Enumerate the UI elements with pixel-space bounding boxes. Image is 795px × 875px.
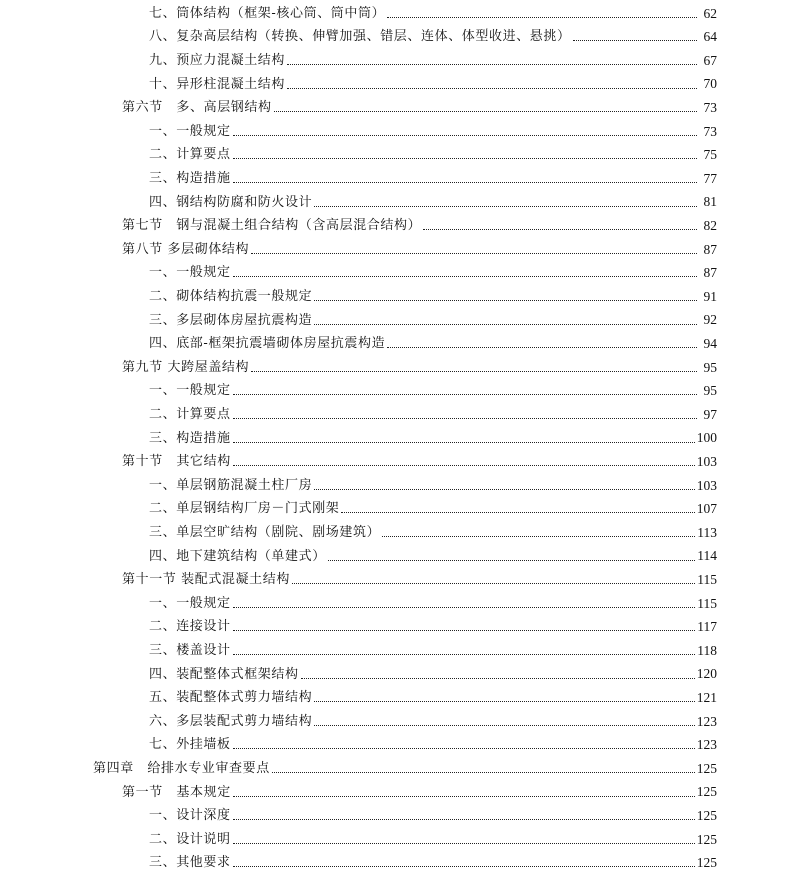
toc-subsection-entry[interactable] — [149, 308, 717, 332]
toc-page-number: 67 — [703, 52, 717, 68]
toc-page-number: 121 — [696, 689, 717, 705]
toc-dot-leader — [233, 135, 697, 136]
toc-entry-title: 一、设计深度 — [149, 808, 231, 824]
toc-page-number: 94 — [703, 335, 717, 351]
toc-page-number: 115 — [697, 571, 717, 587]
toc-entry-title: 八、复杂高层结构（转换、伸臂加强、错层、连体、体型收进、悬挑） — [149, 29, 571, 45]
toc-page-number: 95 — [703, 383, 717, 399]
toc-subsection-entry[interactable] — [149, 403, 717, 427]
toc-dot-leader — [314, 300, 697, 301]
toc-dot-leader — [233, 843, 695, 844]
toc-entry-title: 九、预应力混凝土结构 — [149, 52, 286, 68]
toc-page-number: 125 — [696, 784, 717, 800]
toc-section-entry[interactable] — [122, 780, 717, 804]
toc-entry-title: 第九节 大跨屋盖结构 — [122, 359, 250, 375]
toc-page-number: 107 — [696, 501, 717, 517]
toc-page-number: 75 — [703, 147, 717, 163]
toc-section-entry[interactable] — [122, 238, 717, 262]
toc-page-number: 77 — [703, 170, 717, 186]
toc-entry-title: 二、连接设计 — [149, 619, 231, 635]
toc-page-number: 125 — [696, 760, 717, 776]
toc-dot-leader — [233, 158, 697, 159]
toc-chapter-entry[interactable] — [93, 757, 717, 781]
toc-entry-title: 第六节 多、高层钢结构 — [122, 100, 272, 116]
toc-dot-leader — [251, 253, 697, 254]
toc-dot-leader — [328, 560, 695, 561]
toc-dot-leader — [314, 324, 697, 325]
toc-subsection-entry[interactable] — [149, 662, 717, 686]
toc-subsection-entry[interactable] — [149, 143, 717, 167]
toc-page-number: 91 — [703, 288, 717, 304]
toc-entry-title: 三、单层空旷结构（剧院、剧场建筑） — [149, 524, 381, 540]
toc-subsection-entry[interactable] — [149, 120, 717, 144]
toc-entry-title: 二、设计说明 — [149, 831, 231, 847]
toc-dot-leader — [573, 40, 697, 41]
toc-dot-leader — [314, 701, 695, 702]
toc-entry-title: 一、单层钢筋混凝土柱厂房 — [149, 477, 313, 493]
toc-entry-title: 三、构造措施 — [149, 170, 231, 186]
toc-subsection-entry[interactable] — [149, 285, 717, 309]
toc-subsection-entry[interactable] — [149, 497, 717, 521]
toc-dot-leader — [233, 418, 697, 419]
toc-entry-title: 第十一节 装配式混凝土结构 — [122, 572, 290, 588]
toc-page-number: 125 — [696, 831, 717, 847]
toc-entry-title: 六、多层装配式剪力墙结构 — [149, 713, 313, 729]
toc-entry-title: 三、其他要求 — [149, 855, 231, 871]
toc-entry-title: 四、装配整体式框架结构 — [149, 666, 299, 682]
toc-subsection-entry[interactable] — [149, 804, 717, 828]
toc-dot-leader — [233, 630, 696, 631]
toc-entry-title: 第十节 其它结构 — [122, 454, 231, 470]
toc-entry-title: 第八节 多层砌体结构 — [122, 241, 250, 257]
toc-dot-leader — [301, 678, 695, 679]
toc-page-number: 114 — [697, 548, 717, 564]
toc-subsection-entry[interactable] — [149, 72, 717, 96]
toc-dot-leader — [274, 111, 697, 112]
toc-dot-leader — [387, 347, 697, 348]
toc-dot-leader — [287, 88, 697, 89]
toc-entry-title: 第一节 基本规定 — [122, 784, 231, 800]
toc-subsection-entry[interactable] — [149, 190, 717, 214]
toc-entry-title: 第七节 钢与混凝土组合结构（含高层混合结构） — [122, 218, 422, 234]
toc-entry-title: 一、一般规定 — [149, 383, 231, 399]
toc-dot-leader — [233, 748, 695, 749]
toc-dot-leader — [233, 866, 695, 867]
toc-subsection-entry[interactable] — [149, 686, 717, 710]
toc-page-number: 95 — [703, 359, 717, 375]
toc-subsection-entry[interactable] — [149, 615, 717, 639]
toc-entry-title: 二、计算要点 — [149, 147, 231, 163]
toc-dot-leader — [423, 229, 697, 230]
toc-page-number: 87 — [703, 241, 717, 257]
toc-page-number: 87 — [703, 265, 717, 281]
toc-subsection-entry[interactable] — [149, 332, 717, 356]
toc-entry-title: 四、钢结构防腐和防火设计 — [149, 194, 313, 210]
toc-subsection-entry[interactable] — [149, 639, 717, 663]
toc-subsection-entry[interactable] — [149, 592, 717, 616]
toc-subsection-entry[interactable] — [149, 851, 717, 875]
toc-page-number: 123 — [696, 737, 717, 753]
toc-subsection-entry[interactable] — [149, 167, 717, 191]
toc-subsection-entry[interactable] — [149, 828, 717, 852]
toc-page-number: 73 — [703, 123, 717, 139]
toc-entry-title: 三、楼盖设计 — [149, 642, 231, 658]
toc-dot-leader — [233, 442, 695, 443]
toc-page-number: 70 — [703, 76, 717, 92]
toc-entry-title: 第四章 给排水专业审查要点 — [93, 760, 270, 776]
toc-entry-title: 一、一般规定 — [149, 123, 231, 139]
toc-page-number: 103 — [696, 453, 717, 469]
toc-dot-leader — [233, 654, 696, 655]
toc-subsection-entry[interactable] — [149, 261, 717, 285]
toc-dot-leader — [233, 182, 697, 183]
toc-subsection-entry[interactable] — [149, 474, 717, 498]
toc-dot-leader — [292, 583, 695, 584]
toc-entry-title: 二、砌体结构抗震一般规定 — [149, 288, 313, 304]
toc-dot-leader — [233, 607, 696, 608]
toc-dot-leader — [382, 536, 695, 537]
toc-entry-title: 四、底部-框架抗震墙砌体房屋抗震构造 — [149, 336, 386, 352]
toc-subsection-entry[interactable] — [149, 379, 717, 403]
toc-dot-leader — [314, 206, 697, 207]
toc-section-entry[interactable] — [122, 214, 717, 238]
toc-page-number: 92 — [703, 312, 717, 328]
toc-entry-title: 四、地下建筑结构（单建式） — [149, 548, 326, 564]
toc-dot-leader — [233, 465, 695, 466]
toc-page-number: 113 — [697, 524, 717, 540]
toc-page-number: 64 — [703, 29, 717, 45]
toc-page-number: 73 — [703, 99, 717, 115]
toc-subsection-entry[interactable] — [149, 733, 717, 757]
toc-subsection-entry[interactable] — [149, 2, 717, 26]
toc-section-entry[interactable] — [122, 568, 717, 592]
toc-dot-leader — [287, 64, 697, 65]
toc-dot-leader — [314, 725, 695, 726]
toc-entry-title: 五、装配整体式剪力墙结构 — [149, 690, 313, 706]
toc-section-entry[interactable] — [122, 450, 717, 474]
toc-subsection-entry[interactable] — [149, 25, 717, 49]
toc-entry-title: 一、一般规定 — [149, 595, 231, 611]
toc-page-number: 120 — [696, 666, 717, 682]
toc-entry-title: 七、外挂墙板 — [149, 737, 231, 753]
toc-page-number: 125 — [696, 855, 717, 871]
toc-page-number: 81 — [703, 194, 717, 210]
toc-entry-title: 三、构造措施 — [149, 430, 231, 446]
toc-entry-title: 十、异形柱混凝土结构 — [149, 76, 286, 92]
toc-subsection-entry[interactable] — [149, 521, 717, 545]
toc-dot-leader — [233, 276, 697, 277]
toc-dot-leader — [233, 394, 697, 395]
toc-section-entry[interactable] — [122, 356, 717, 380]
toc-entry-title: 二、单层钢结构厂房－门式刚架 — [149, 501, 340, 517]
toc-entry-title: 三、多层砌体房屋抗震构造 — [149, 312, 313, 328]
toc-section-entry[interactable] — [122, 96, 717, 120]
toc-page-number: 97 — [703, 406, 717, 422]
toc-subsection-entry[interactable] — [149, 49, 717, 73]
toc-dot-leader — [387, 17, 697, 18]
toc-subsection-entry[interactable] — [149, 426, 717, 450]
toc-dot-leader — [233, 796, 695, 797]
toc-entry-title: 七、筒体结构（框架-核心筒、筒中筒） — [149, 5, 386, 21]
toc-page-number: 118 — [697, 642, 717, 658]
toc-page-number: 125 — [696, 807, 717, 823]
toc-dot-leader — [233, 819, 695, 820]
toc-entry-title: 一、一般规定 — [149, 265, 231, 281]
toc-dot-leader — [341, 512, 694, 513]
toc-page-number: 82 — [703, 217, 717, 233]
toc-subsection-entry[interactable] — [149, 544, 717, 568]
toc-page-number: 103 — [696, 477, 717, 493]
toc-page-number: 62 — [703, 5, 717, 21]
toc-dot-leader — [272, 772, 695, 773]
toc-subsection-entry[interactable] — [149, 710, 717, 734]
toc-dot-leader — [314, 489, 695, 490]
toc-dot-leader — [251, 371, 697, 372]
toc-page-number: 100 — [696, 430, 717, 446]
toc-entry-title: 二、计算要点 — [149, 406, 231, 422]
toc-page-number: 123 — [696, 713, 717, 729]
toc-page-number: 115 — [697, 595, 717, 611]
toc-page-number: 117 — [697, 619, 717, 635]
